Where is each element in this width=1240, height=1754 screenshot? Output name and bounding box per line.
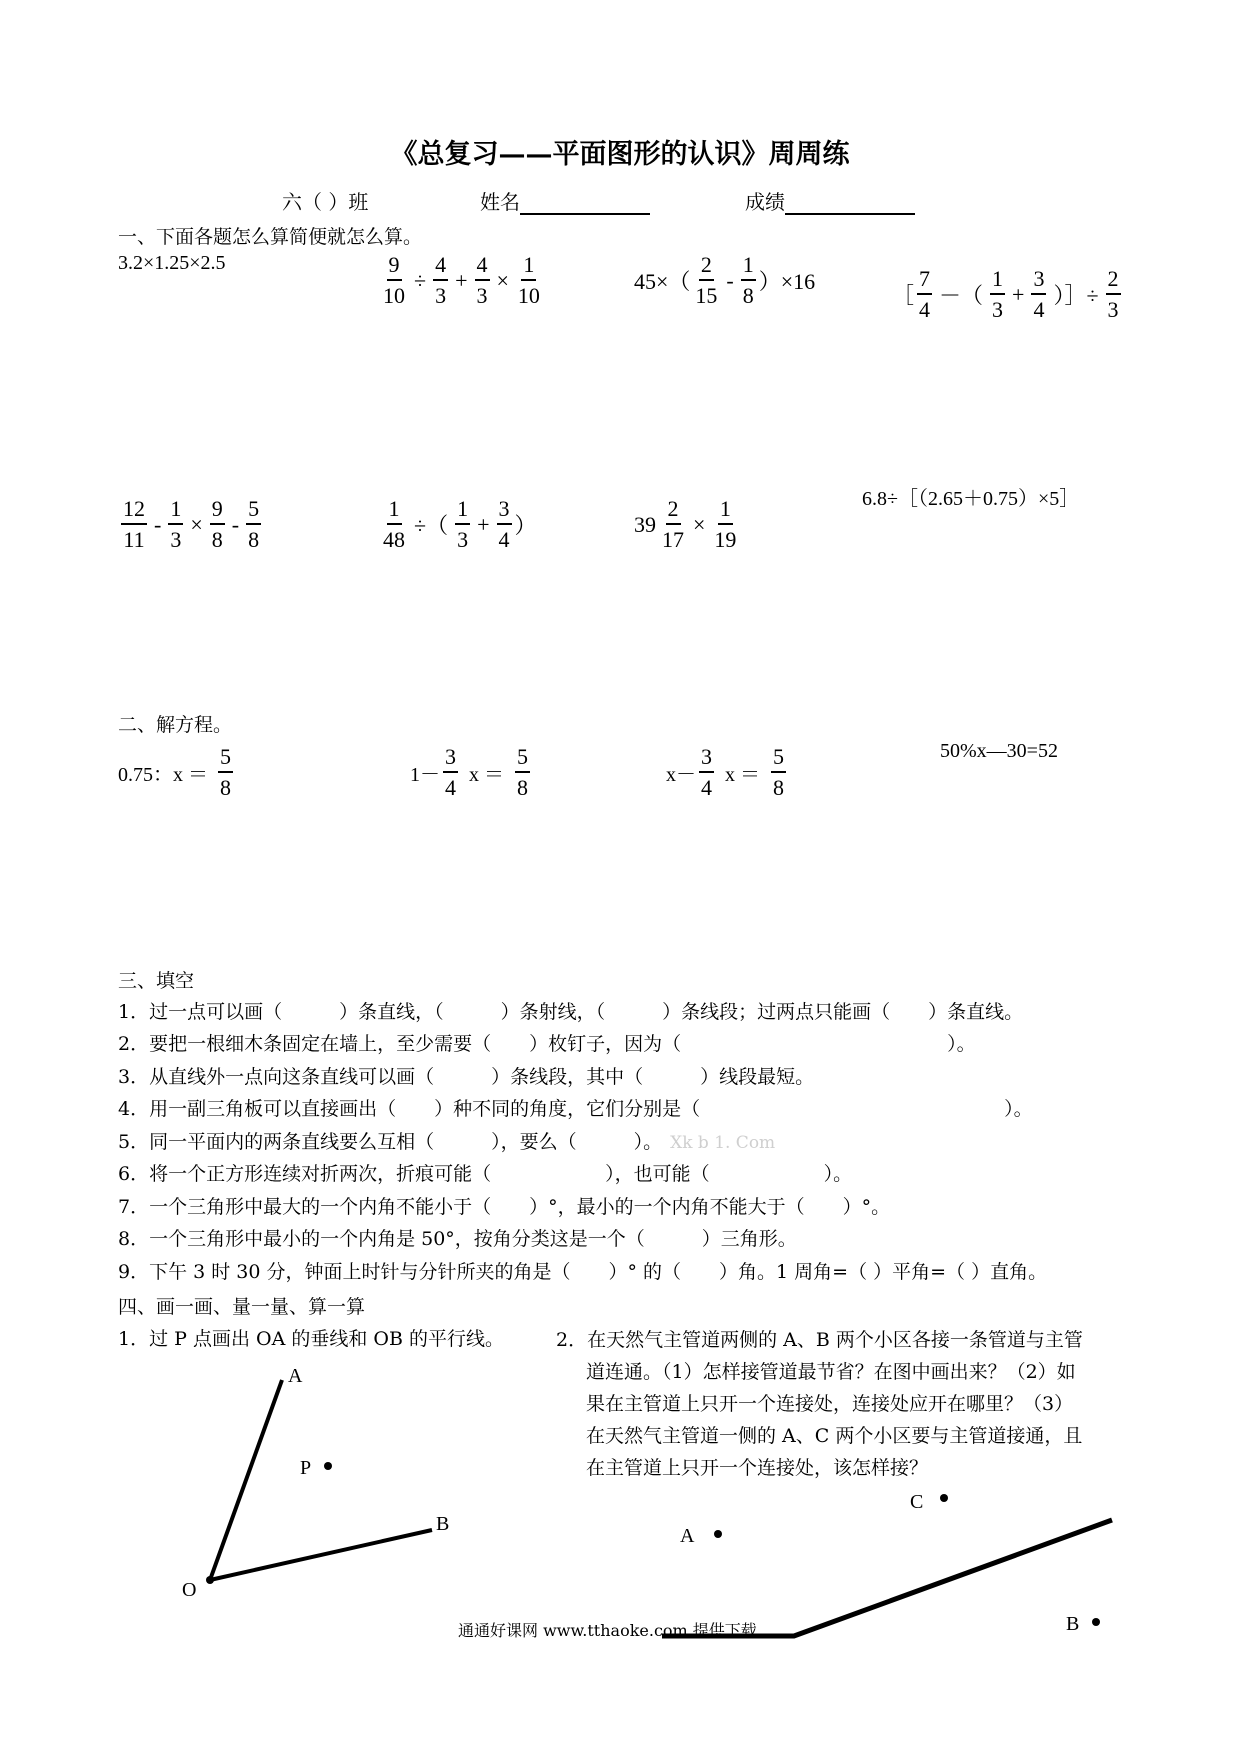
angle-figure [170, 1360, 490, 1610]
fill-item-4: 4．用一副三角板可以直接画出（ ）种不同的角度，它们分别是（ ）。 [118, 1098, 1033, 1120]
question-2-line-1: 2．在天然气主管道两侧的 A、B 两个小区各接一条管道与主管 [556, 1329, 1083, 1351]
question-2-line-2: 道连通。（1）怎样接管道最节省？在图中画出来？（2）如 [586, 1361, 1076, 1383]
label-a: A [680, 1525, 695, 1547]
point-a [714, 1530, 722, 1538]
footer-text: 通通好课网 www.tthaoke.com 提供下载 [458, 1621, 757, 1640]
problem-4: ［ $\frac{7}{4}$ －（ $\frac{1}{3}$ + $\frac{3}{4}$ ）］÷ $\frac{2}{3}$ [892, 266, 1119, 322]
name-label: 姓名 [480, 190, 520, 214]
point-p [324, 1462, 332, 1470]
label-p: P [300, 1457, 312, 1479]
fill-item-1: 1．过一点可以画（ ）条直线，（ ）条射线，（ ）条线段；过两点只能画（ ）条直线。 [118, 1001, 1024, 1023]
label-c: C [910, 1491, 924, 1513]
fill-item-8: 8．一个三角形中最小的一个内角是 50°，按角分类这是一个（ ）三角形。 [118, 1228, 797, 1250]
problem-1: 3.2×1.25×2.5 [118, 252, 226, 274]
fill-item-3: 3．从直线外一点向这条直线可以画（ ）条线段，其中（ ）线段最短。 [118, 1066, 815, 1088]
point-o [206, 1576, 214, 1584]
section-3-heading: 三、填空 [118, 970, 195, 992]
section-4-heading: 四、画一画、量一量、算一算 [118, 1296, 366, 1318]
question-2-line-3: 果在主管道上只开一个连接处，连接处应开在哪里？（3） [586, 1393, 1074, 1415]
section-1-heading: 一、下面各题怎么算简便就怎么算。 [118, 226, 423, 248]
score-blank[interactable] [785, 191, 915, 215]
question-2-line-4: 在天然气主管道一侧的 A、C 两个小区要与主管道接通，且 [586, 1425, 1083, 1447]
problem-3: 45×（ $\frac{2}{15}$ - $\frac{1}{8}$ ）×16 [634, 252, 816, 308]
fill-item-9: 9．下午 3 时 30 分，钟面上时针与分针所夹的角是（ ）° 的（ ）角。1 周角=（ ）平角=（ ）直角。 [118, 1261, 1048, 1283]
name-blank[interactable] [520, 191, 650, 215]
watermark-text: Xk b 1. Com [670, 1133, 776, 1153]
equation-2: 1－ $\frac{3}{4}$ x ＝ $\frac{5}{8}$ [410, 744, 528, 800]
equation-4: 50%x—30=52 [940, 740, 1058, 762]
class-label: 六（ ）班 [282, 190, 369, 214]
question-1-text: 1．过 P 点画出 OA 的垂线和 OB 的平行线。 [118, 1328, 504, 1350]
label-a: A [288, 1365, 303, 1387]
fill-item-5 [118, 1126, 775, 1160]
equation-3: x－ $\frac{3}{4}$ x ＝ $\frac{5}{8}$ [666, 744, 784, 800]
problem-2: $\frac{9}{10}$ ÷ $\frac{4}{3}$ + $\frac{4}{3}$ × $\frac{1}{10}$ [383, 252, 540, 308]
point-b [1092, 1618, 1100, 1626]
label-b: B [436, 1513, 450, 1535]
label-b: B [1066, 1613, 1080, 1635]
question-2-line-5: 在主管道上只开一个连接处，该怎样接？ [586, 1457, 929, 1479]
fill-item-2: 2．要把一根细木条固定在墙上，至少需要（ ）枚钉子，因为（ ）。 [118, 1033, 976, 1055]
ray-ob [210, 1530, 432, 1580]
score-field[interactable] [745, 186, 915, 215]
point-c [940, 1494, 948, 1502]
fill-item-6: 6．将一个正方形连续对折两次，折痕可能（ ），也可能（ ）。 [118, 1163, 853, 1185]
problem-8: 6.8÷［（2.65＋0.75）×5］ [862, 488, 1080, 510]
problem-7: 39 $\frac{2}{17}$ × $\frac{1}{19}$ [634, 496, 737, 552]
fill-item-7: 7．一个三角形中最大的一个内角不能小于（ ）°，最小的一个内角不能大于（ ）°。 [118, 1196, 891, 1218]
problem-6: $\frac{1}{48}$ ÷（ $\frac{1}{3}$ + $\frac{3}{4}$ ） [383, 496, 537, 552]
equation-1: 0.75：x ＝ $\frac{5}{8}$ [118, 744, 231, 800]
page-title: 《总复习——平面图形的认识》周周练 [390, 139, 850, 170]
fill-item-5-text: 5．同一平面内的两条直线要么互相（ ），要么（ ）。 [118, 1131, 663, 1153]
question-2-text [556, 1324, 1083, 1484]
ray-oa [210, 1380, 282, 1580]
label-o: O [182, 1579, 197, 1601]
section-2-heading: 二、解方程。 [118, 714, 233, 736]
problem-5: $\frac{12}{11}$ - $\frac{1}{3}$ × $\frac{9}{8}$ - $\frac{5}{8}$ [123, 496, 260, 552]
name-field[interactable] [480, 186, 650, 215]
score-label: 成绩 [745, 190, 785, 214]
